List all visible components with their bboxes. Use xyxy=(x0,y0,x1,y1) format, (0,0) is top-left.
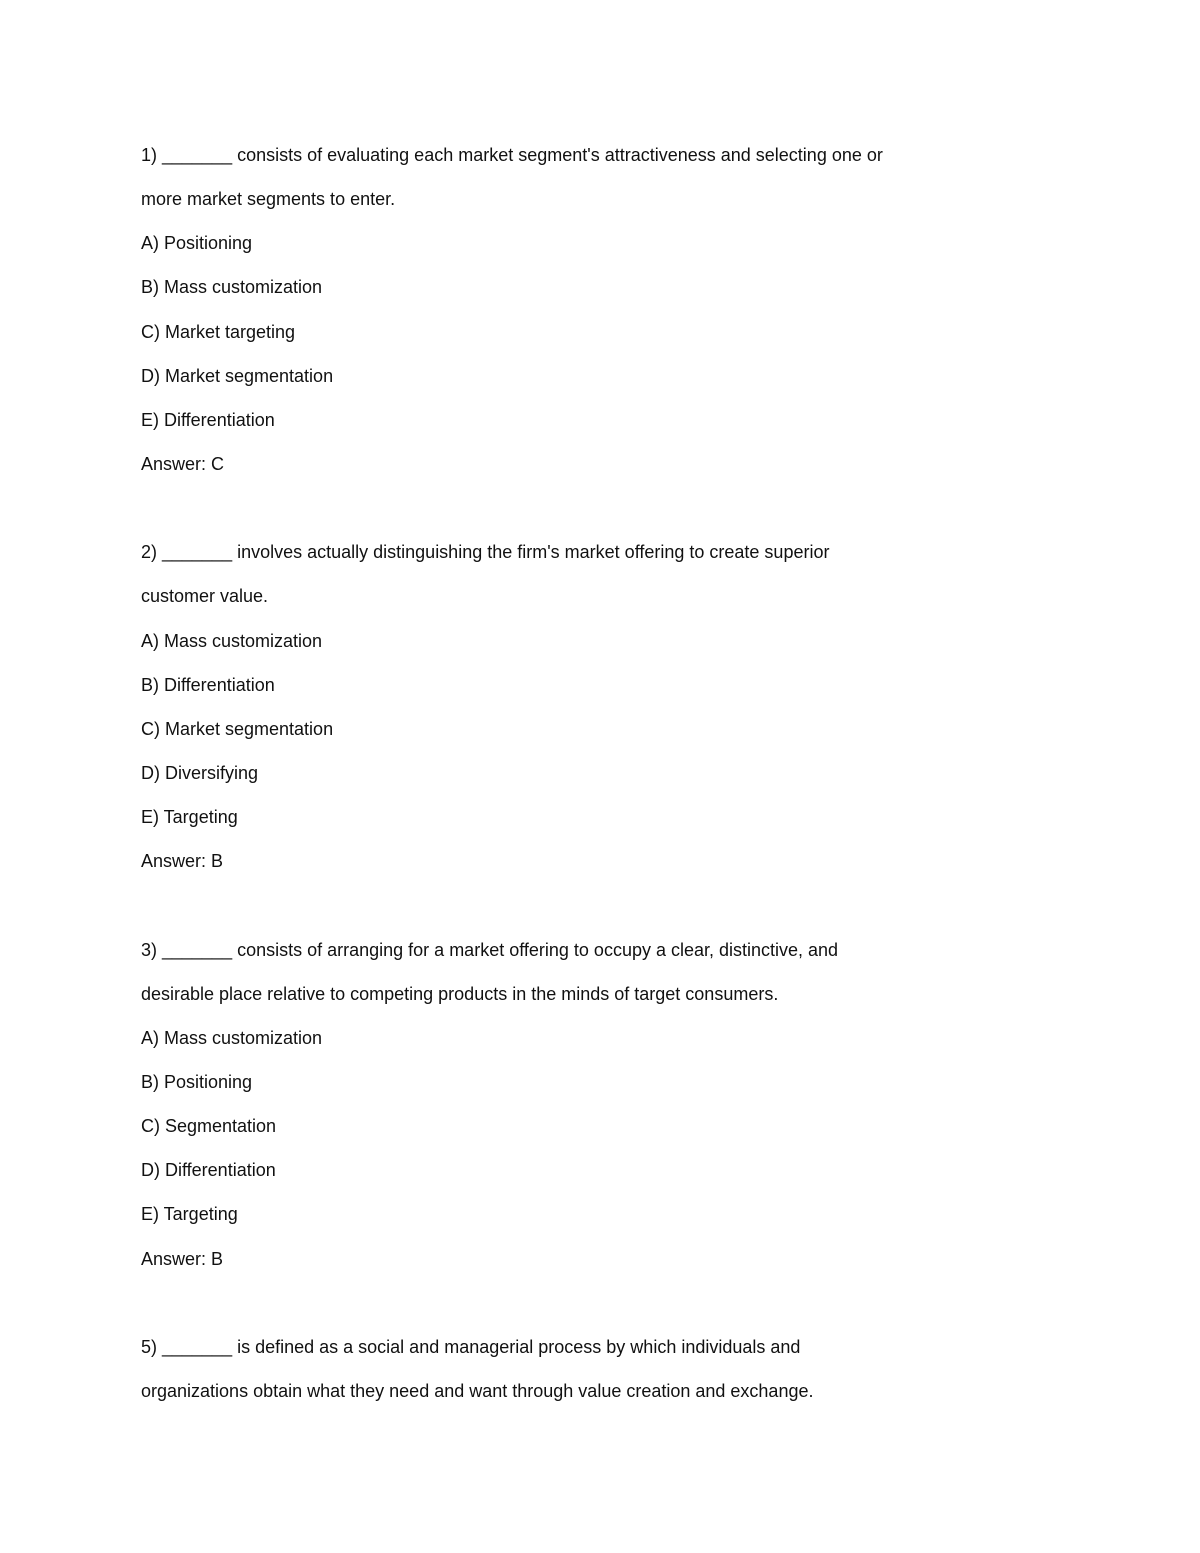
question-stem: organizations obtain what they need and want through value creation and exchange. xyxy=(141,1380,814,1401)
question-stem: 5) _______ is defined as a social and managerial process by which individuals and xyxy=(141,1336,801,1357)
answer-key: Answer: C xyxy=(141,453,225,474)
question-stem: 3) _______ consists of arranging for a market offering to occupy a clear, distinctive, and xyxy=(141,939,839,960)
answer-option: C) Segmentation xyxy=(141,1116,277,1137)
question-stem: desirable place relative to competing products in the minds of target consumers. xyxy=(141,983,779,1004)
answer-option: E) Targeting xyxy=(141,807,238,828)
answer-option: B) Differentiation xyxy=(141,674,275,695)
question-2 xyxy=(141,530,1041,883)
question-stem: more market segments to enter. xyxy=(141,189,396,210)
answer-option: C) Market targeting xyxy=(141,321,296,342)
question-4 xyxy=(141,1325,1041,1413)
answer-option: B) Mass customization xyxy=(141,277,323,298)
question-3 xyxy=(141,928,1041,1281)
answer-option: D) Diversifying xyxy=(141,762,259,783)
answer-option: A) Positioning xyxy=(141,233,253,254)
answer-option: D) Differentiation xyxy=(141,1160,276,1181)
answer-option: B) Positioning xyxy=(141,1071,253,1092)
answer-option: E) Differentiation xyxy=(141,409,275,430)
question-1 xyxy=(141,133,1041,486)
answer-option: A) Mass customization xyxy=(141,1027,323,1048)
answer-option: C) Market segmentation xyxy=(141,718,334,739)
question-stem: 1) _______ consists of evaluating each market segment's attractiveness and selecting one or xyxy=(141,145,883,165)
answer-key: Answer: B xyxy=(141,1248,224,1269)
answer-option: A) Mass customization xyxy=(141,630,323,651)
question-stem: 2) _______ involves actually distinguishing the firm's market offering to create superior xyxy=(141,542,830,563)
answer-option: E) Targeting xyxy=(141,1204,238,1225)
question-stem: customer value. xyxy=(141,586,269,607)
document-page xyxy=(141,133,1041,1457)
answer-option: D) Market segmentation xyxy=(141,365,334,386)
answer-key: Answer: B xyxy=(141,851,224,872)
